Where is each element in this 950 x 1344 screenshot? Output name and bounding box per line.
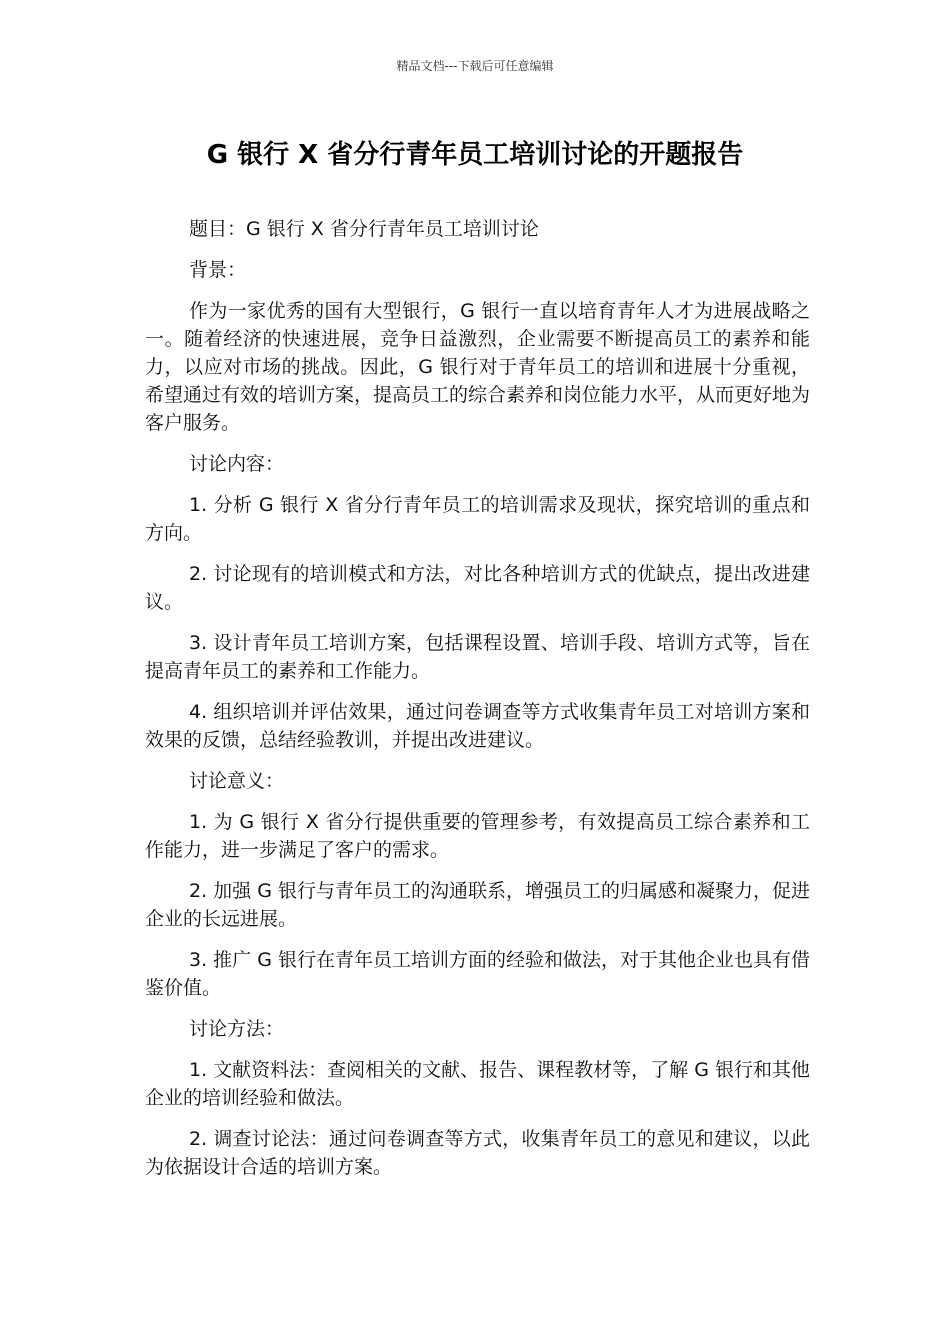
page-header-note: 精品文档---下载后可任意编辑: [396, 59, 554, 73]
paragraph-method-heading: 讨论方法：: [189, 1018, 285, 1040]
paragraph-content-item-4: 4. 组织培训并评估效果，通过问卷调查等方式收集青年员工对培训方案和效果的反馈，总结经验教训，并提出改进建议。: [145, 701, 810, 751]
paragraph-significance-heading: 讨论意义：: [189, 770, 285, 792]
paragraph-content-item-3: 3. 设计青年员工培训方案，包括课程设置、培训手段、培训方式等，旨在提高青年员工的素养和工作能力。: [145, 632, 810, 682]
document-body: [145, 215, 810, 1194]
paragraph-significance-item-2: 2. 加强 G 银行与青年员工的沟通联系，增强员工的归属感和凝聚力，促进企业的长远进展。: [145, 880, 810, 930]
paragraph-background: 作为一家优秀的国有大型银行，G 银行一直以培育青年人才为进展战略之一。随着经济的快速进展，竞争日益激烈，企业需要不断提高员工的素养和能力，以应对市场的挑战。因此，G 银行对于青年员工的培训和进展十分重视，希望通过有效的培训方案，提高员工的综合素养和岗位能力水平，从而更好地为客户服务。: [145, 300, 811, 434]
paragraph-method-item-1: 1. 文献资料法：查阅相关的文献、报告、课程教材等，了解 G 银行和其他企业的培训经验和做法。: [145, 1059, 810, 1109]
paragraph-method-item-2: 2. 调查讨论法：通过问卷调查等方式，收集青年员工的意见和建议，以此为依据设计合适的培训方案。: [145, 1128, 810, 1178]
paragraph-content-item-1: 1. 分析 G 银行 X 省分行青年员工的培训需求及现状，探究培训的重点和方向。: [145, 494, 810, 544]
paragraph-content-item-2: 2. 讨论现有的培训模式和方法，对比各种培训方式的优缺点，提出改进建议。: [145, 563, 810, 613]
paragraph-background-heading: 背景：: [189, 259, 247, 281]
paragraph-significance-item-3: 3. 推广 G 银行在青年员工培训方面的经验和做法，对于其他企业也具有借鉴价值。: [145, 949, 810, 999]
paragraph-significance-item-1: 1. 为 G 银行 X 省分行提供重要的管理参考，有效提高员工综合素养和工作能力，进一步满足了客户的需求。: [145, 811, 810, 861]
paragraph-content-heading: 讨论内容：: [189, 453, 285, 475]
paragraph-topic: 题目：G 银行 X 省分行青年员工培训讨论: [189, 218, 539, 240]
document-title: G 银行 X 省分行青年员工培训讨论的开题报告: [206, 140, 744, 170]
